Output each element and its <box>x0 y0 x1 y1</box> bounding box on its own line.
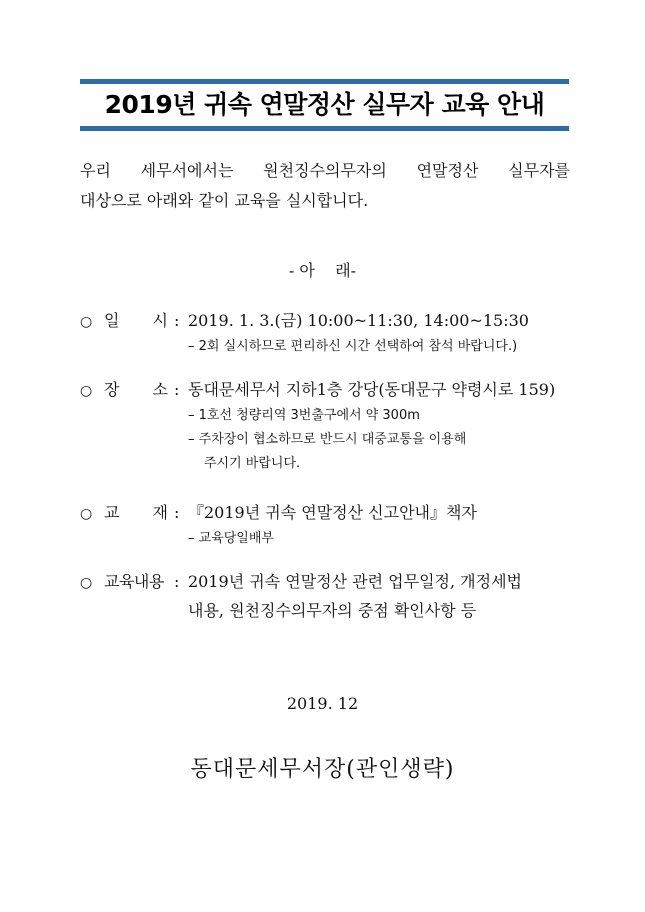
colon: : <box>174 311 180 330</box>
label-char: 재 <box>152 503 168 522</box>
document-date: 2019. 12 <box>286 694 359 713</box>
page-title: 2019년 귀속 연말정산 실무자 교육 안내 <box>104 90 545 119</box>
item-label <box>104 499 174 527</box>
bullet-icon: ○ <box>80 506 93 522</box>
colon: : <box>174 503 180 522</box>
item-value: 2019년 귀속 연말정산 관련 업무일정, 개정세법 <box>188 572 522 591</box>
item-content <box>80 568 570 626</box>
section-heading-arae: - 아 래- <box>288 261 357 280</box>
title-rule-top <box>80 79 569 84</box>
label-char: 시 <box>152 311 168 330</box>
item-sub-note-cont: 주시기 바랍니다. <box>204 456 301 471</box>
item-sub-note: – 1호선 청량리역 3번출구에서 약 300m <box>188 408 420 423</box>
item-sub-note: – 교육당일배부 <box>188 531 274 546</box>
item-value: 2019. 1. 3.(금) 10:00~11:30, 14:00~15:30 <box>188 311 529 330</box>
item-sub-note: – 2회 실시하므로 편리하신 시간 선택하여 참석 바랍니다.) <box>188 339 518 354</box>
colon: : <box>174 572 180 591</box>
label-char: 교 <box>104 503 120 522</box>
item-textbook <box>80 499 570 551</box>
bullet-icon: ○ <box>80 314 93 330</box>
item-value: 동대문세무서 지하1층 강당(동대문구 약령시로 159) <box>188 380 556 399</box>
intro-line-1: 우리 세무서에서는 원천징수의무자의 연말정산 실무자를 <box>80 161 570 180</box>
item-value-cont: 내용, 원천징수의무자의 중점 확인사항 등 <box>188 601 477 620</box>
label-char: 일 <box>104 311 120 330</box>
item-label <box>104 376 174 404</box>
item-label <box>104 307 174 335</box>
label-char: 장 <box>104 380 120 399</box>
signer: 동대문세무서장(관인생략) <box>190 757 455 782</box>
label-char: 소 <box>152 380 168 399</box>
bullet-icon: ○ <box>80 383 93 399</box>
intro-paragraph <box>80 156 570 216</box>
item-label: 교육내용 <box>104 572 164 591</box>
item-value: 『2019년 귀속 연말정산 신고안내』책자 <box>188 503 477 522</box>
intro-line-2: 대상으로 아래와 같이 교육을 실시합니다. <box>80 191 369 210</box>
title-rule-bottom <box>80 126 569 131</box>
bullet-icon: ○ <box>80 575 93 591</box>
item-sub-note: – 주차장이 협소하므로 반드시 대중교통을 이용해 <box>188 432 467 447</box>
item-location <box>80 376 570 476</box>
colon: : <box>174 380 180 399</box>
item-datetime <box>80 307 570 359</box>
